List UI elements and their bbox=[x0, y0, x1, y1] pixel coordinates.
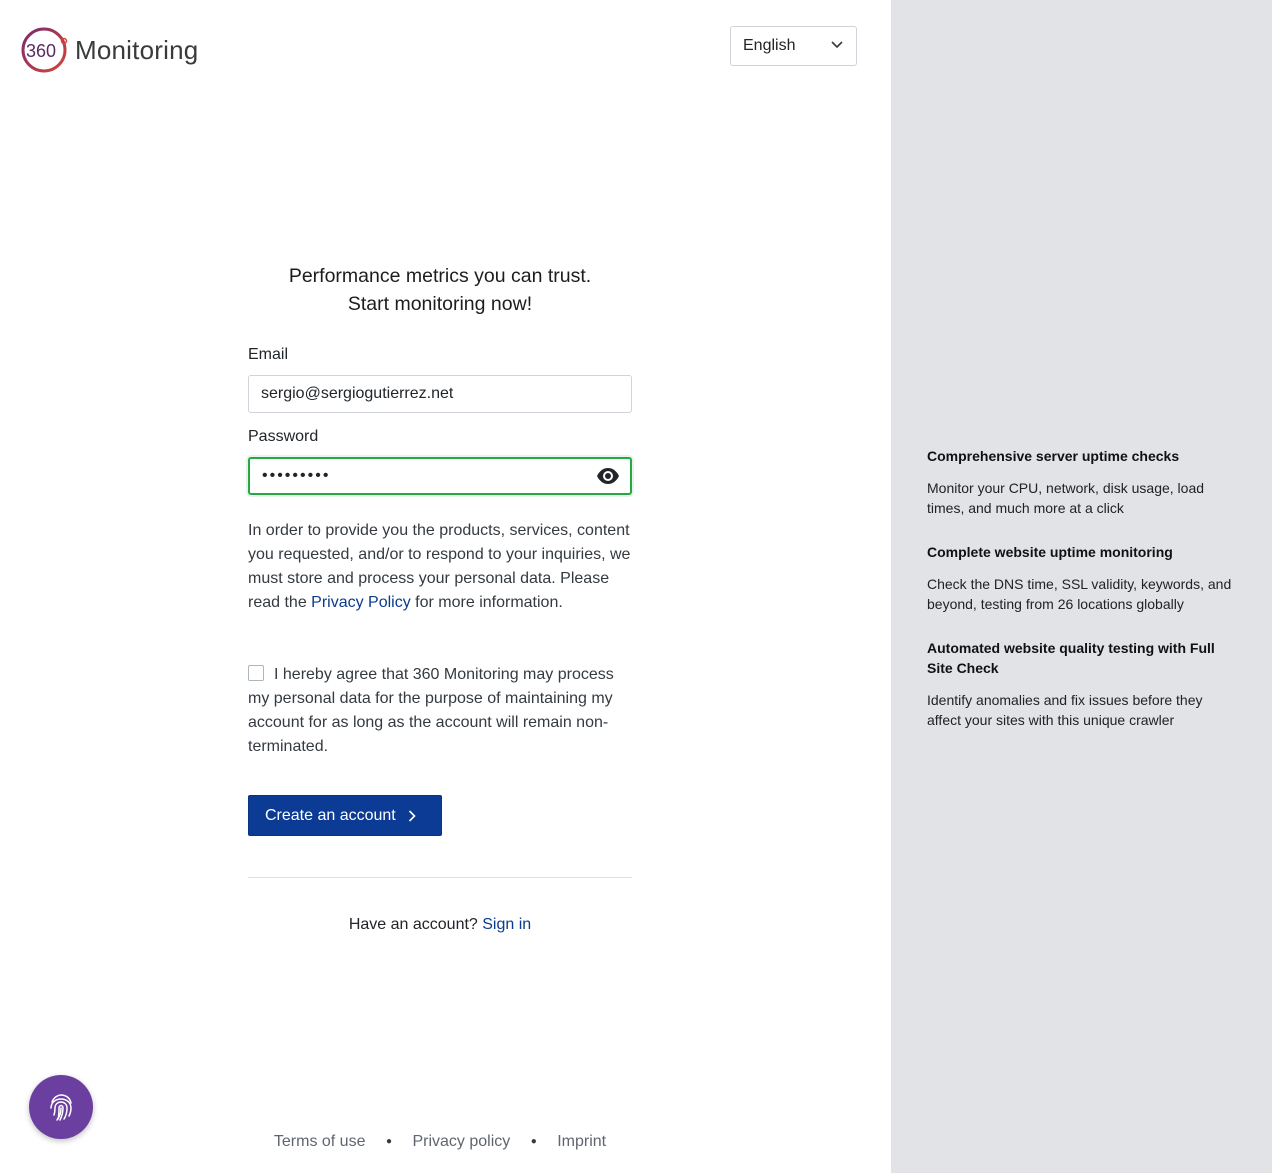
eye-icon[interactable] bbox=[596, 467, 620, 485]
have-account-text: Have an account? bbox=[348, 916, 483, 933]
fingerprint-button[interactable] bbox=[29, 1075, 93, 1139]
brand-logo[interactable] bbox=[21, 26, 198, 74]
headline-line-1: Performance metrics you can trust. bbox=[288, 265, 592, 287]
email-field[interactable] bbox=[248, 375, 632, 413]
feature-list bbox=[927, 446, 1237, 754]
email-value: sergio@sergiogutierrez.net bbox=[261, 385, 454, 402]
headline-line-2: Start monitoring now! bbox=[347, 293, 533, 315]
consent-text: I hereby agree that 360 Monitoring may process my personal data for the purpose of maintaining my account for as long as the account will remain non-terminated. bbox=[248, 666, 614, 755]
logo-text: Monitoring bbox=[75, 34, 199, 65]
password-value: ••••••••• bbox=[262, 467, 331, 484]
password-field[interactable] bbox=[248, 457, 632, 495]
signin-link[interactable]: Sign in bbox=[482, 916, 532, 933]
features-panel bbox=[891, 0, 1272, 1173]
feature-description: Check the DNS time, SSL validity, keywords, and beyond, testing from 26 locations globally bbox=[927, 576, 1232, 612]
logo-360-mark bbox=[21, 26, 69, 74]
form-divider bbox=[248, 877, 632, 878]
feature-description: Identify anomalies and fix issues before they affect your sites with this unique crawler bbox=[927, 692, 1203, 728]
privacy-policy-footer-link[interactable]: Privacy policy bbox=[412, 1133, 511, 1150]
fingerprint-icon bbox=[45, 1091, 77, 1123]
feature-title: Complete website uptime monitoring bbox=[927, 544, 1173, 560]
terms-of-use-link[interactable]: Terms of use bbox=[273, 1133, 366, 1150]
footer-links bbox=[0, 1133, 880, 1151]
language-select-value: English bbox=[743, 37, 796, 54]
language-select[interactable] bbox=[730, 26, 857, 66]
notice-text-after: for more information. bbox=[410, 594, 563, 611]
create-account-button[interactable] bbox=[248, 795, 442, 836]
consent-checkbox[interactable] bbox=[248, 665, 264, 681]
feature-title: Automated website quality testing with Full Site Check bbox=[927, 640, 1215, 676]
privacy-notice bbox=[248, 519, 632, 615]
feature-description: Monitor your CPU, network, disk usage, load times, and much more at a click bbox=[927, 480, 1205, 516]
chevron-down-icon bbox=[831, 41, 843, 49]
email-label: Email bbox=[248, 346, 289, 363]
imprint-link[interactable]: Imprint bbox=[557, 1133, 607, 1150]
signup-form bbox=[248, 262, 632, 933]
privacy-policy-link[interactable]: Privacy Policy bbox=[311, 594, 411, 611]
consent-row bbox=[248, 663, 632, 759]
create-account-label: Create an account bbox=[265, 806, 396, 824]
chevron-right-icon bbox=[408, 810, 416, 822]
password-label: Password bbox=[248, 428, 319, 445]
svg-text:360: 360 bbox=[26, 41, 57, 61]
form-headline bbox=[248, 262, 632, 318]
signin-prompt bbox=[248, 916, 632, 934]
notice-text-before: In order to provide you the products, services, content you requested, and/or to respond to your inquiries, we must store and process your personal data. Please read the bbox=[248, 522, 631, 611]
feature-title: Comprehensive server uptime checks bbox=[927, 448, 1180, 464]
footer-separator: ● bbox=[530, 1136, 537, 1147]
footer-separator: ● bbox=[385, 1136, 392, 1147]
